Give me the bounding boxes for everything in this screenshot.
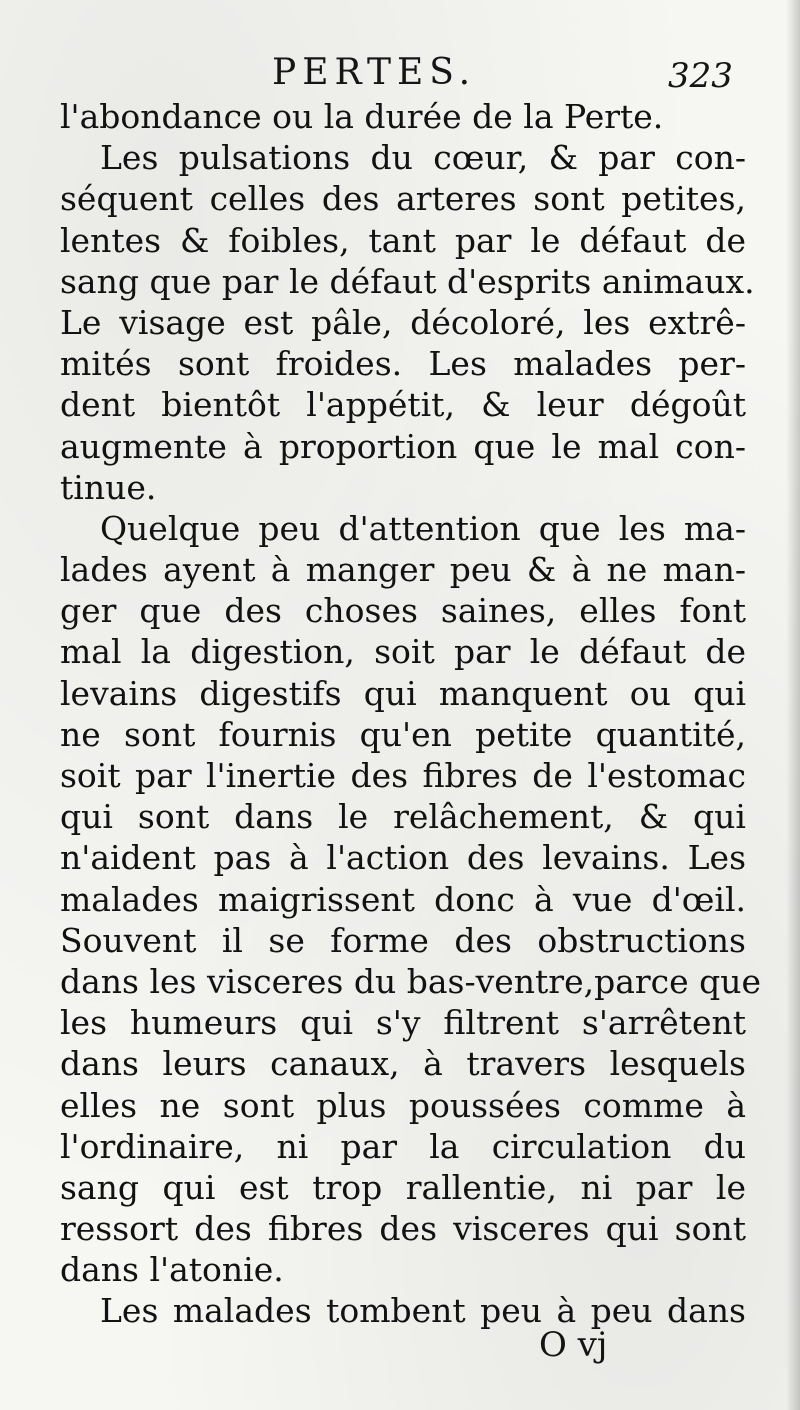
text-line: lentes & foibles, tant par le défaut de	[60, 220, 746, 260]
signature-mark: O vj	[539, 1325, 608, 1365]
text-line: malades maigrissent donc à vue d'œil.	[60, 879, 746, 919]
text-line: sang qui est trop rallentie, ni par le	[60, 1167, 746, 1207]
text-line: l'abondance ou la durée de la Perte.	[60, 97, 664, 136]
text-line: séquent celles des arteres sont petites,	[60, 179, 746, 219]
page-number: 323	[668, 56, 733, 96]
text-line: Quelque peu d'attention que les ma-	[100, 508, 746, 548]
text-line: les humeurs qui s'y filtrent s'arrêtent	[60, 1003, 746, 1043]
text-line: Souvent il se forme des obstructions	[60, 920, 746, 960]
text-line: dans leurs canaux, à travers lesquels	[60, 1044, 746, 1084]
text-line: Les malades tombent peu à peu dans	[100, 1291, 746, 1331]
running-head	[0, 48, 800, 98]
text-line: lades ayent à manger peu & à ne man-	[60, 550, 746, 590]
text-line: tinue.	[60, 467, 157, 507]
text-line: sang que par le défaut d'esprits animaux.	[60, 261, 755, 301]
text-line: Le visage est pâle, décoloré, les extrê-	[60, 302, 746, 342]
text-line: ressort des fibres des visceres qui sont	[60, 1209, 746, 1249]
text-line: n'aident pas à l'action des levains. Les	[60, 838, 746, 878]
text-line: augmente à proportion que le mal con-	[60, 426, 746, 466]
text-line: dans l'atonie.	[60, 1250, 284, 1290]
text-line: l'ordinaire, ni par la circulation du	[60, 1126, 746, 1166]
text-line: dent bientôt l'appétit, & leur dégoût	[60, 385, 746, 425]
text-line: mités sont froides. Les malades per-	[60, 344, 746, 384]
text-line: Les pulsations du cœur, & par con-	[100, 138, 746, 178]
text-line: ger que des choses saines, elles font	[60, 591, 746, 631]
text-line: dans les visceres du bas-ventre,parce que	[60, 961, 762, 1001]
body-text	[60, 96, 762, 1332]
text-line: mal la digestion, soit par le défaut de	[60, 632, 746, 672]
text-line: elles ne sont plus poussées comme à	[60, 1085, 746, 1125]
running-title: PERTES.	[272, 52, 477, 93]
text-line: ne sont fournis qu'en petite quantité,	[60, 714, 746, 754]
text-line: soit par l'inertie des fibres de l'estomac	[60, 756, 746, 795]
text-line: qui sont dans le relâchement, & qui	[60, 797, 746, 837]
text-line: levains digestifs qui manquent ou qui	[60, 673, 746, 713]
